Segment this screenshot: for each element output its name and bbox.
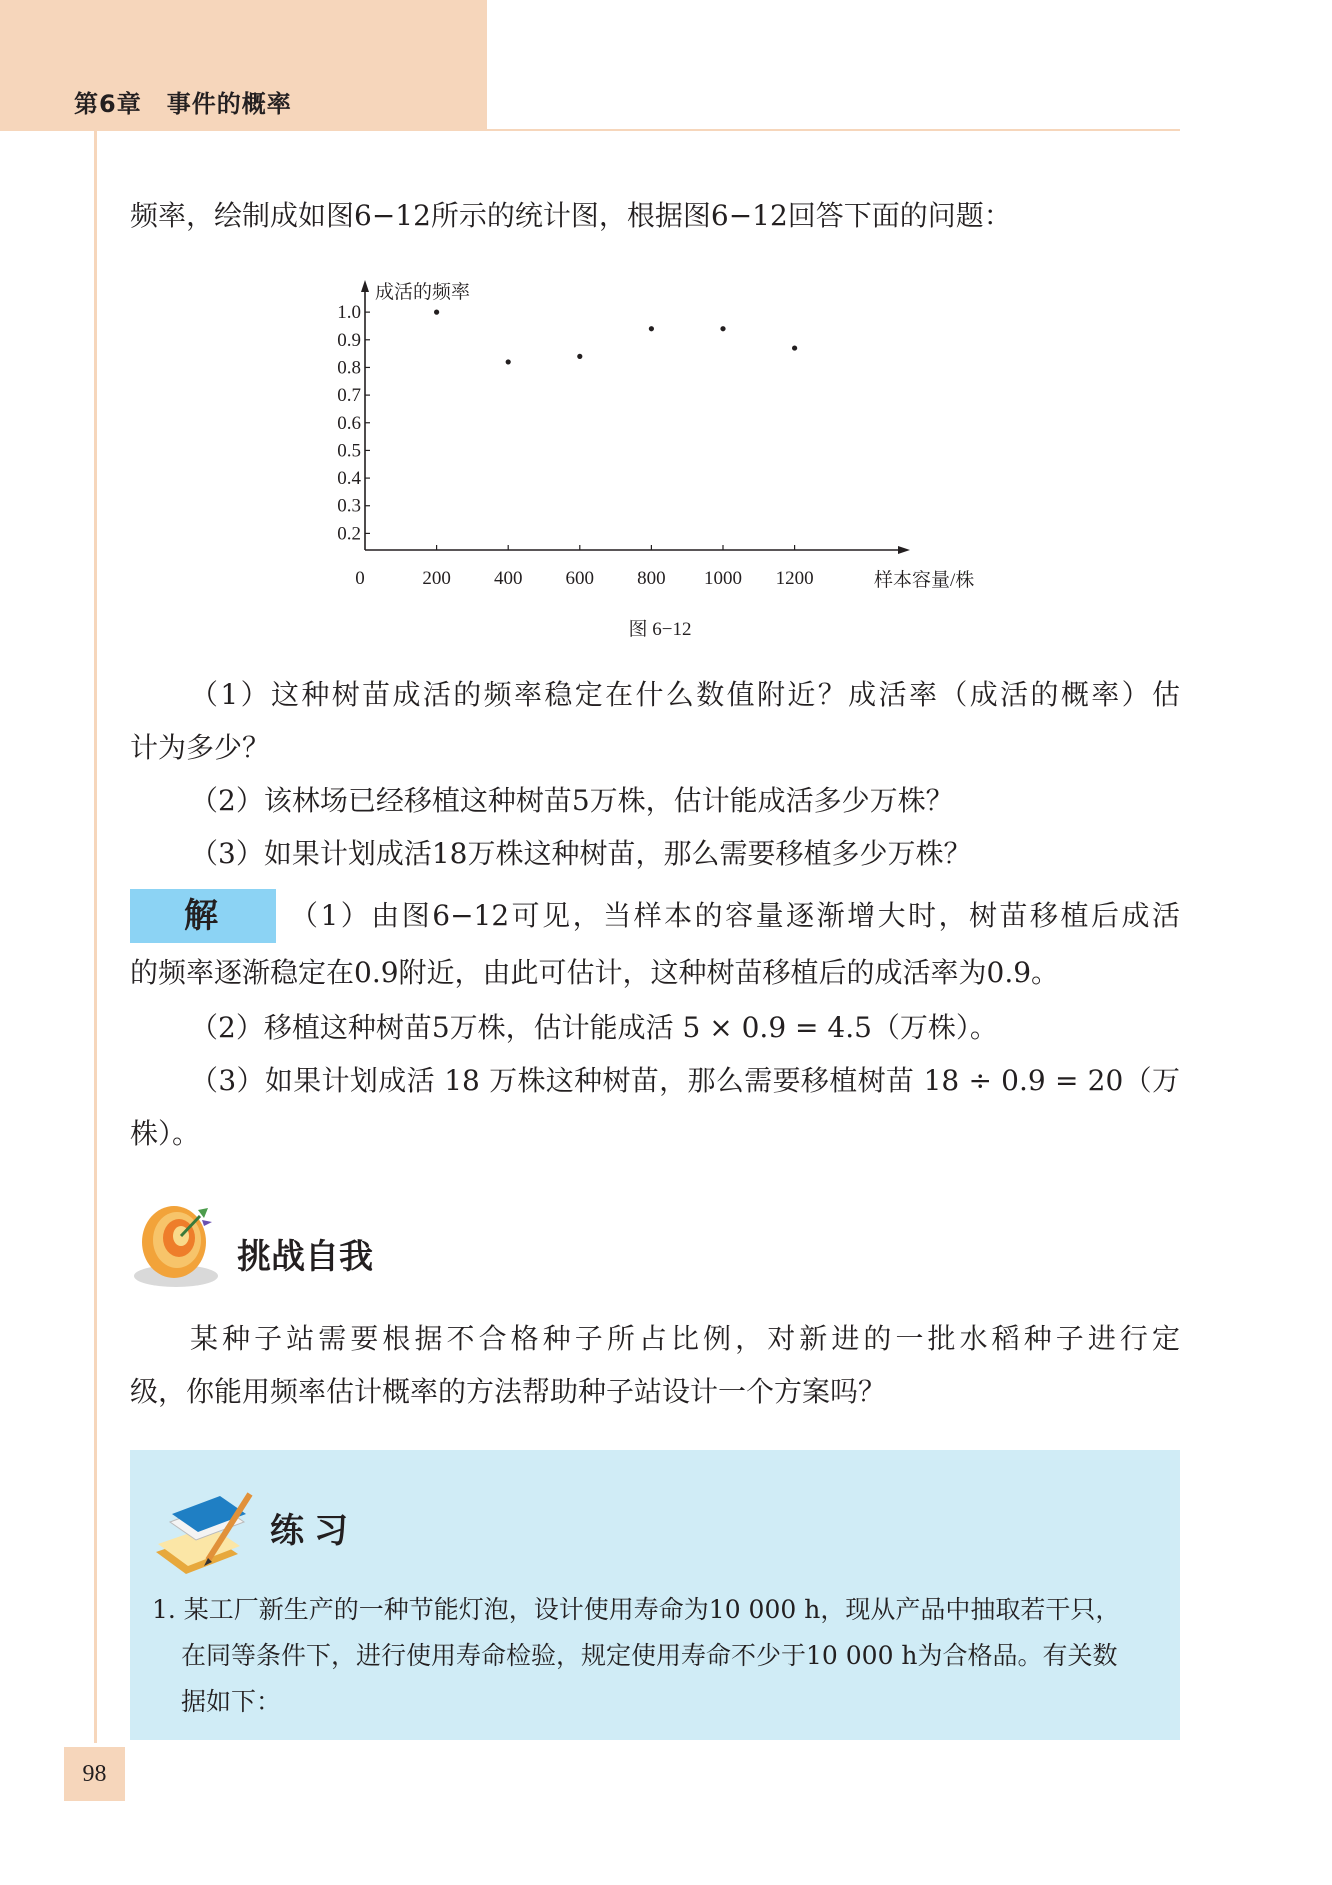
origin-label: 0 xyxy=(355,568,365,589)
y-tick-label: 0.9 xyxy=(337,329,361,351)
y-tick-label: 0.7 xyxy=(337,385,361,407)
solution-3-line-2: 株）。 xyxy=(130,1117,201,1150)
question-2: （2）该林场已经移植这种树苗5万株，估计能成活多少万株？ xyxy=(190,784,954,817)
header-rule xyxy=(487,129,1180,131)
y-tick-label: 0.5 xyxy=(337,440,361,462)
exercise-1-line-1: 1. 某工厂新生产的一种节能灯泡，设计使用寿命为10 000 h，现从产品中抽取若干只， xyxy=(152,1595,1121,1624)
solution-3-line-1: （3）如果计划成活 18 万株这种树苗，那么需要移植树苗 18 ÷ 0.9 = 20（万 xyxy=(190,1064,1180,1097)
solution-tag: 解 xyxy=(130,889,276,943)
x-tick-label: 400 xyxy=(493,568,523,589)
x-tick-label: 1200 xyxy=(775,568,814,589)
notebook-pencil-icon xyxy=(148,1482,258,1577)
solution-2: （2）移植这种树苗5万株，估计能成活 5 × 0.9 = 4.5（万株）。 xyxy=(190,1011,998,1044)
y-tick-label: 0.4 xyxy=(337,468,361,490)
y-axis-arrow xyxy=(361,280,369,292)
x-tick-label: 600 xyxy=(565,568,595,589)
question-1-line-2: 计为多少？ xyxy=(130,731,271,764)
data-point xyxy=(792,345,797,350)
y-tick-label: 0.6 xyxy=(337,412,361,434)
challenge-line-1: 某种子站需要根据不合格种子所占比例，对新进的一批水稻种子进行定 xyxy=(190,1322,1180,1355)
solution-1-line-1: （1）由图6−12可见，当样本的容量逐渐增大时，树苗移植后成活 xyxy=(290,899,1180,932)
solution-1-line-2: 的频率逐渐稳定在0.9附近，由此可估计，这种树苗移植后的成活率为0.9。 xyxy=(130,956,1060,989)
data-point xyxy=(506,359,511,364)
exercise-title: 练习 xyxy=(270,1511,358,1551)
intro-line: 频率，绘制成如图6−12所示的统计图，根据图6−12回答下面的问题： xyxy=(130,199,1012,232)
y-tick-label: 0.8 xyxy=(337,357,361,379)
chapter-title: 第6章 事件的概率 xyxy=(74,90,292,118)
challenge-title: 挑战自我 xyxy=(237,1237,373,1277)
challenge-line-2: 级，你能用频率估计概率的方法帮助种子站设计一个方案吗？ xyxy=(130,1375,887,1408)
data-point xyxy=(720,326,725,331)
question-3: （3）如果计划成活18万株这种树苗，那么需要移植多少万株？ xyxy=(190,837,972,870)
exercise-1-line-2: 在同等条件下，进行使用寿命检验，规定使用寿命不少于10 000 h为合格品。有关数 xyxy=(181,1641,1118,1670)
question-1-line-1: （1）这种树苗成活的频率稳定在什么数值附近？成活率（成活的概率）估 xyxy=(190,678,1180,711)
x-tick-label: 800 xyxy=(637,568,666,589)
x-tick-label: 200 xyxy=(422,568,451,589)
y-tick-label: 0.2 xyxy=(337,523,361,545)
x-tick-label: 1000 xyxy=(704,568,742,589)
data-point xyxy=(649,326,654,331)
data-point xyxy=(434,310,439,315)
exercise-1-line-3: 据如下： xyxy=(181,1687,282,1716)
margin-rule xyxy=(94,131,97,1743)
y-tick-label: 1.0 xyxy=(337,302,361,324)
data-point xyxy=(577,354,582,359)
target-icon xyxy=(128,1196,228,1296)
y-axis-label: 成活的频率 xyxy=(375,282,471,303)
figure-caption: 图 6−12 xyxy=(628,619,692,640)
page-number: 98 xyxy=(64,1747,125,1801)
x-axis-arrow xyxy=(898,546,910,554)
x-axis-label: 样本容量/株 xyxy=(874,570,975,591)
scatter-chart xyxy=(310,268,1010,648)
y-tick-label: 0.3 xyxy=(337,495,361,517)
